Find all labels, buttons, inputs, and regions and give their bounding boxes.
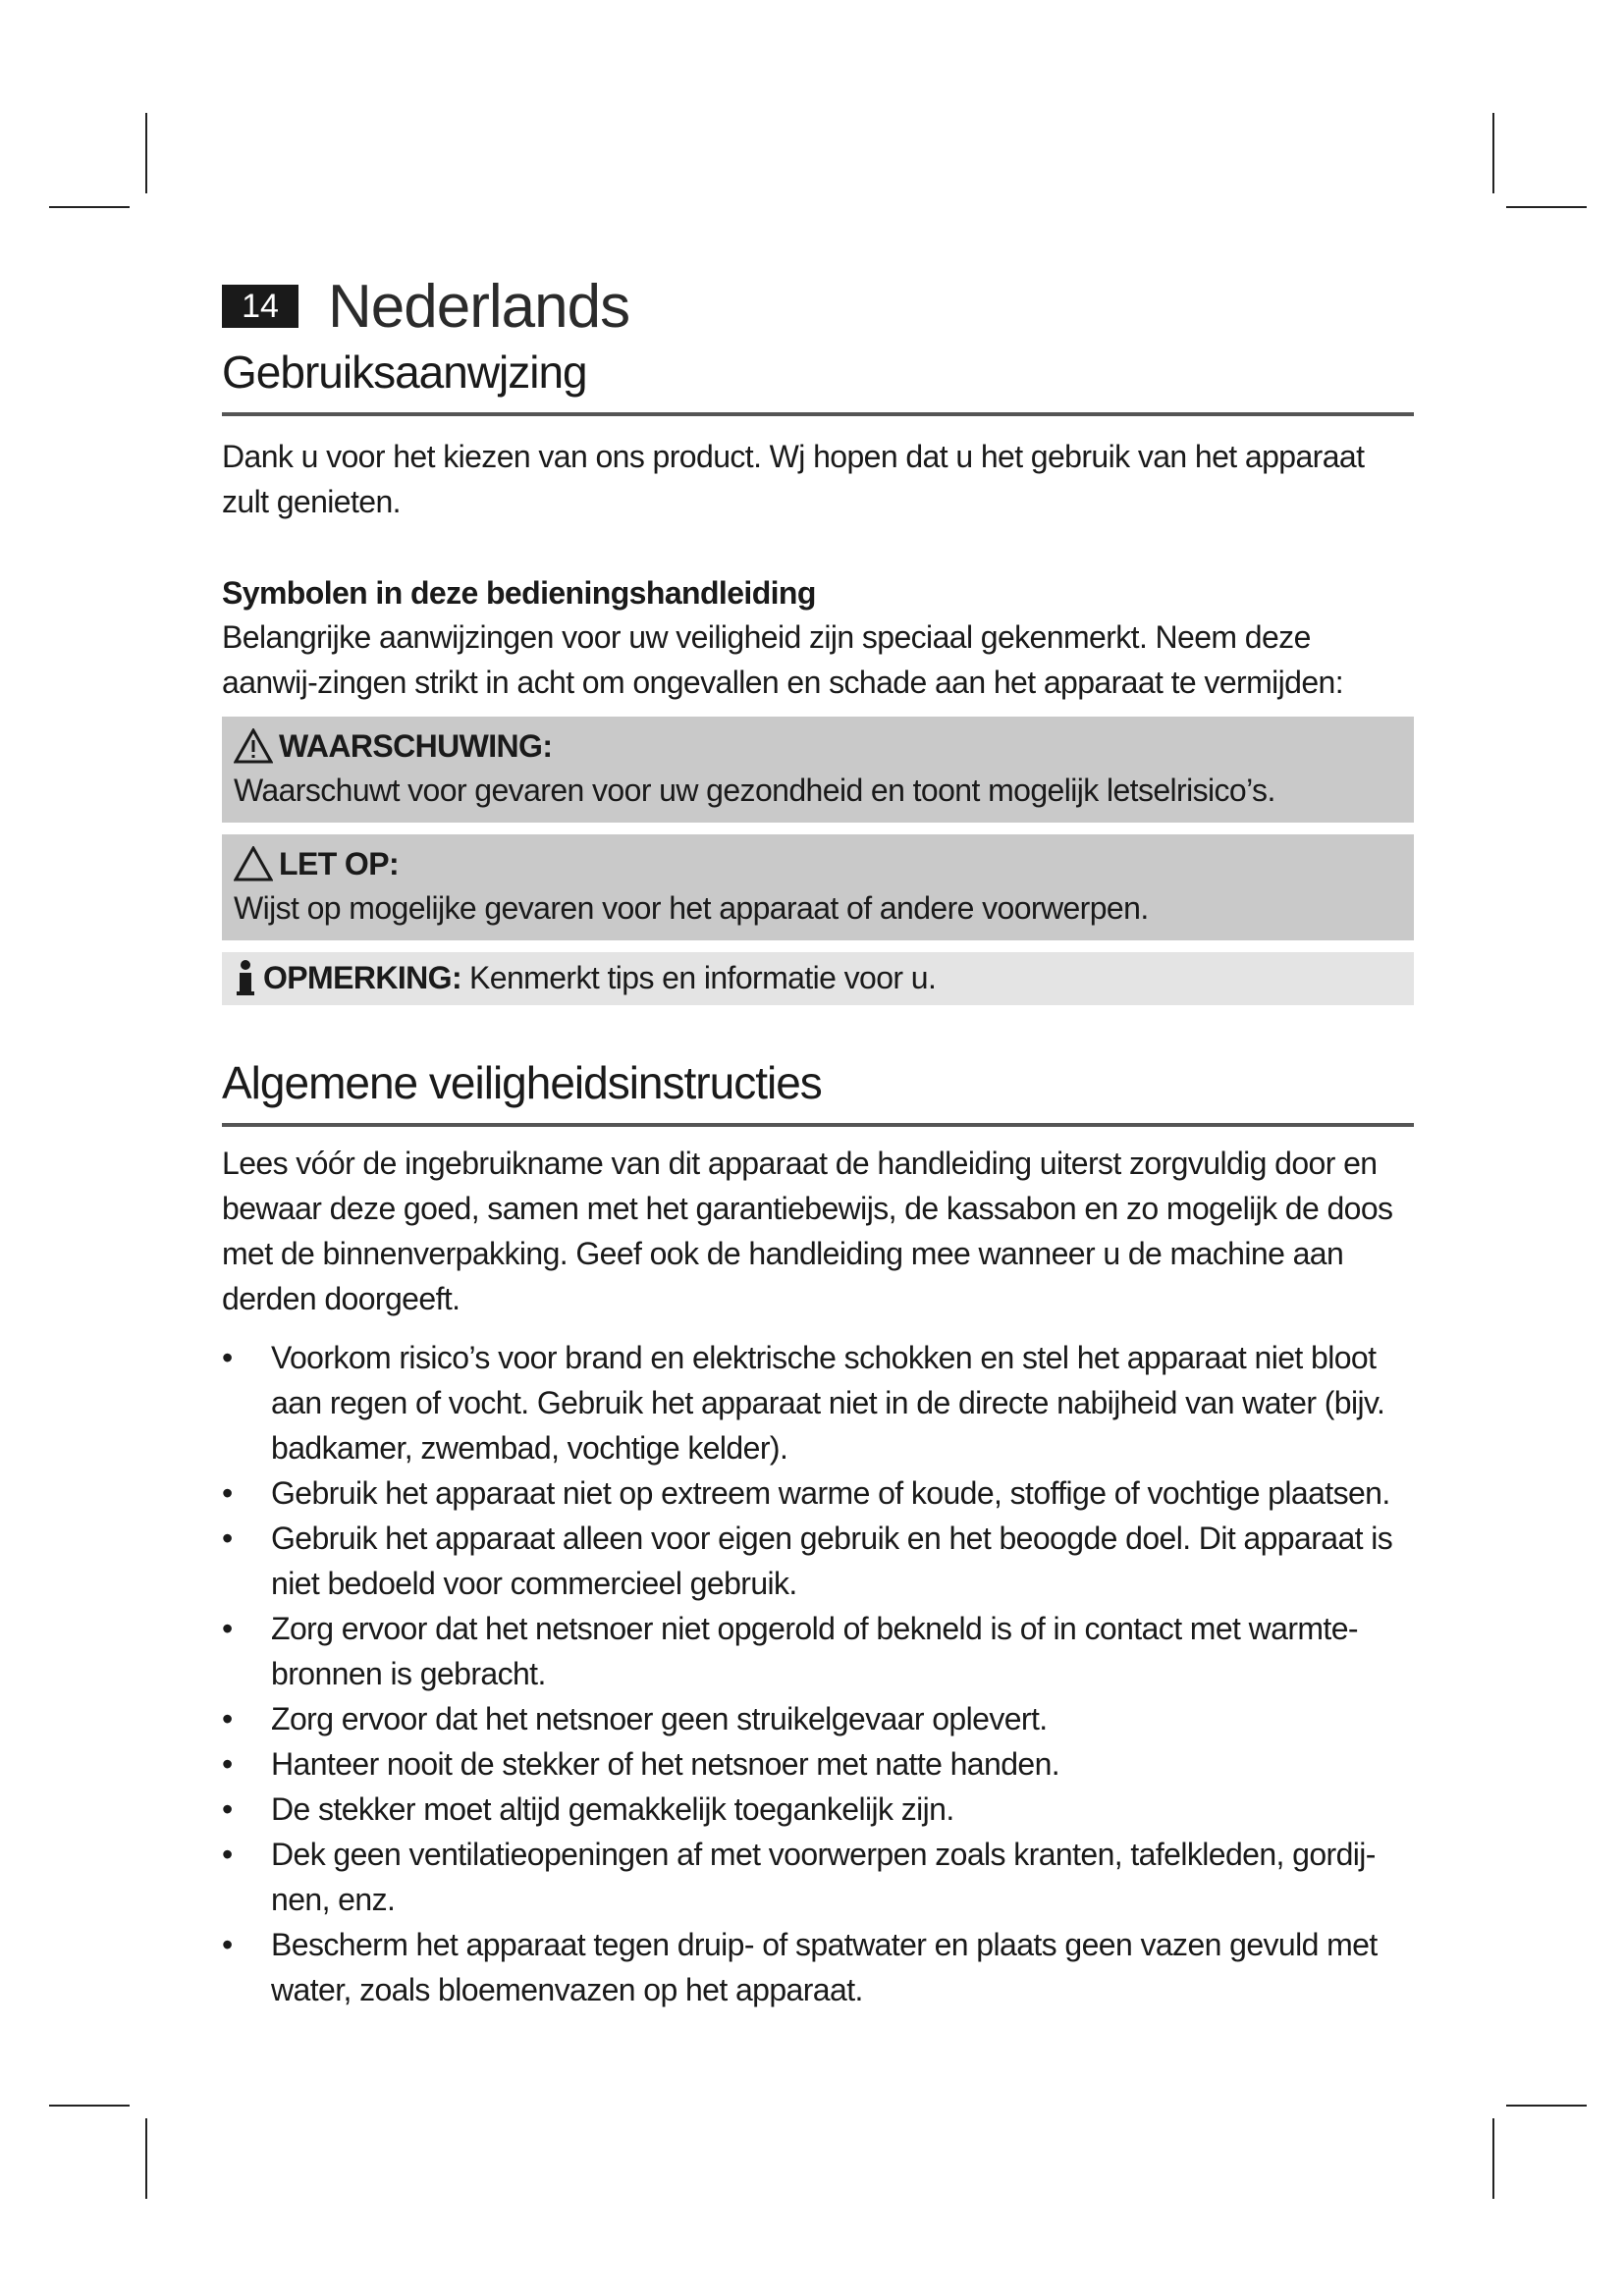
symbols-text: Belangrijke aanwijzingen voor uw veiligheid zijn speciaal gekenmerkt. Neem deze aanwij-zingen strikt in acht om ongevallen en schade aan het apparaat te vermijden: <box>222 619 1344 700</box>
safety-title: Algemene veiligheidsinstructies <box>222 1056 1414 1127</box>
info-icon <box>234 958 257 997</box>
list-item: • Hanteer nooit de stekker of het netsnoer met natte handen. <box>222 1741 1414 1787</box>
note-box <box>222 952 1414 1005</box>
list-item: • Gebruik het apparaat niet op extreem warme of koude, stoffige of vochtige plaatsen. <box>222 1470 1414 1516</box>
crop-mark-bottom-left-h <box>49 2105 130 2107</box>
intro-text: Dank u voor het kiezen van ons product. Wj hopen dat u het gebruik van het apparaat zult genieten. <box>222 439 1365 519</box>
bullet-icon: • <box>222 1701 233 1736</box>
list-item: • Bescherm het apparaat tegen druip- of spatwater en plaats geen vazen gevuld met water, zoals bloemenvazen op het apparaat. <box>222 1922 1414 2012</box>
note-text: Kenmerkt tips en informatie voor u. <box>469 960 937 995</box>
caution-label: LET OP: <box>279 846 400 881</box>
list-item: • Dek geen ventilatieopeningen af met voorwerpen zoals kranten, tafelkleden, gordij-nen, enz. <box>222 1832 1414 1922</box>
list-item: • Zorg ervoor dat het netsnoer geen struikelgevaar oplevert. <box>222 1696 1414 1741</box>
bullet-icon: • <box>222 1927 233 1962</box>
warning-box <box>222 717 1414 823</box>
list-item: • De stekker moet altijd gemakkelijk toegankelijk zijn. <box>222 1787 1414 1832</box>
caution-text: Wijst op mogelijke gevaren voor het apparaat of andere voorwerpen. <box>234 890 1149 926</box>
list-item: • Zorg ervoor dat het netsnoer niet opgerold of bekneld is of in contact met warmte-bronnen is gebracht. <box>222 1606 1414 1696</box>
page-number: 14 <box>222 285 298 328</box>
note-label: OPMERKING: <box>263 960 462 995</box>
crop-mark-top-right-v <box>1492 113 1494 193</box>
crop-mark-top-left-v <box>145 113 147 193</box>
bullet-icon: • <box>222 1611 233 1646</box>
language-header <box>222 272 1414 341</box>
page-content <box>222 272 1414 2012</box>
page-title: Gebruiksaanwjzing <box>222 346 1414 416</box>
crop-mark-bottom-right-h <box>1506 2105 1587 2107</box>
symbols-title: Symbolen in deze bedieningshandleiding <box>222 575 816 611</box>
list-item: • Gebruik het apparaat alleen voor eigen gebruik en het beoogde doel. Dit apparaat is niet bedoeld voor commercieel gebruik. <box>222 1516 1414 1606</box>
caution-triangle-icon <box>234 846 273 881</box>
bullet-icon: • <box>222 1746 233 1782</box>
warning-triangle-icon <box>234 728 273 764</box>
bullet-icon: • <box>222 1521 233 1556</box>
crop-mark-bottom-right-v <box>1492 2118 1494 2199</box>
bullet-icon: • <box>222 1340 233 1375</box>
list-item: • Voorkom risico’s voor brand en elektrische schokken en stel het apparaat niet bloot aan regen of vocht. Gebruik het apparaat niet in de directe nabijheid van water (bijv. badkamer, zwembad, vochtige kelder). <box>222 1335 1414 1470</box>
crop-mark-bottom-left-v <box>145 2118 147 2199</box>
crop-mark-top-right-h <box>1506 206 1587 208</box>
bullet-icon: • <box>222 1791 233 1827</box>
language-title: Nederlands <box>328 272 630 341</box>
safety-list <box>222 1335 1414 2012</box>
bullet-icon: • <box>222 1837 233 1872</box>
bullet-icon: • <box>222 1475 233 1511</box>
safety-intro: Lees vóór de ingebruikname van dit apparaat de handleiding uiterst zorgvuldig door en bewaar deze goed, samen met het garantiebewijs, de kassabon en zo mogelijk de doos met de binnenverpakking. Geef ook de handleiding mee wanneer u de machine aan derden doorgeeft. <box>222 1146 1393 1316</box>
warning-text: Waarschuwt voor gevaren voor uw gezondheid en toont mogelijk letselrisico’s. <box>234 773 1275 808</box>
crop-mark-top-left-h <box>49 206 130 208</box>
caution-box <box>222 834 1414 940</box>
warning-label: WAARSCHUWING: <box>279 728 553 764</box>
